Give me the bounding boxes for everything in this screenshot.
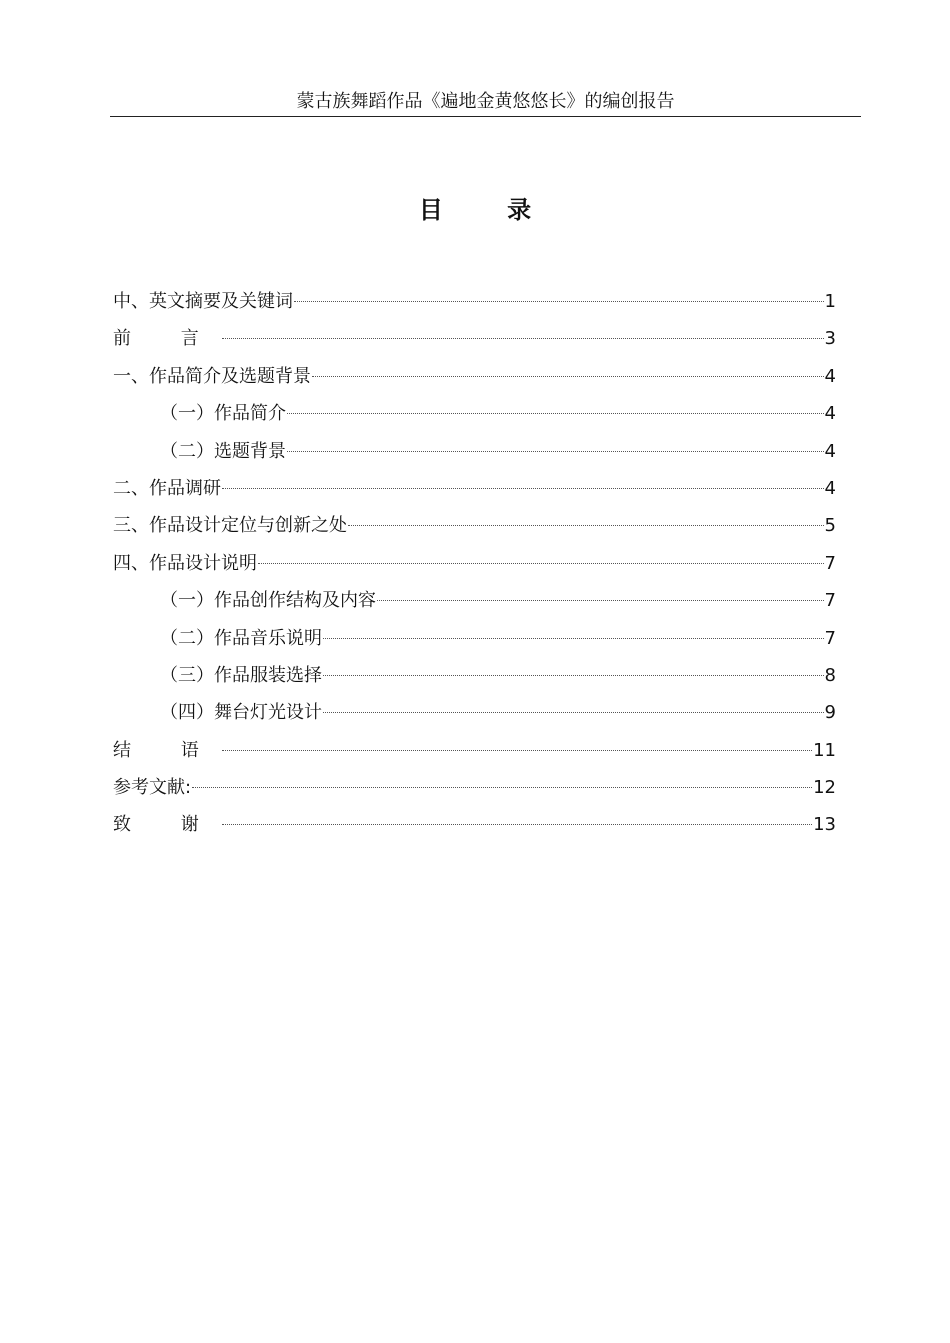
toc-entry-page: 4 bbox=[824, 440, 836, 462]
toc-entry-label: （一）作品创作结构及内容 bbox=[160, 590, 376, 612]
toc-entry-page: 8 bbox=[824, 664, 836, 686]
toc-entry[interactable] bbox=[113, 586, 836, 623]
toc-entry[interactable] bbox=[113, 736, 836, 773]
toc-entry[interactable] bbox=[113, 399, 836, 436]
toc-entry-page: 1 bbox=[824, 291, 836, 312]
toc-dot-leader bbox=[323, 675, 824, 676]
toc-entry[interactable] bbox=[113, 324, 836, 361]
toc-entry[interactable] bbox=[113, 698, 836, 735]
toc-entry[interactable] bbox=[113, 511, 836, 548]
toc-entry-page: 4 bbox=[824, 365, 836, 387]
toc-dot-leader bbox=[287, 451, 824, 452]
toc-entry[interactable] bbox=[113, 287, 836, 324]
toc-entry[interactable] bbox=[113, 474, 836, 511]
toc-entry-page: 9 bbox=[824, 702, 836, 724]
toc-dot-leader bbox=[287, 413, 824, 414]
toc-entry-page: 3 bbox=[824, 328, 836, 350]
toc-entry-page: 7 bbox=[824, 627, 836, 649]
toc-entry[interactable] bbox=[113, 549, 836, 586]
toc-dot-leader bbox=[294, 301, 824, 302]
toc-entry-page: 11 bbox=[813, 739, 836, 761]
toc-entry-label: 参考文献: bbox=[113, 777, 192, 799]
toc-entry-label: 三、作品设计定位与创新之处 bbox=[113, 515, 347, 537]
running-header bbox=[110, 88, 861, 117]
toc-list bbox=[113, 287, 836, 848]
toc-entry-label: 前 言 bbox=[113, 328, 221, 350]
toc-dot-leader bbox=[222, 824, 812, 825]
toc-dot-leader bbox=[258, 563, 824, 564]
toc-entry[interactable] bbox=[113, 661, 836, 698]
toc-entry[interactable] bbox=[113, 624, 836, 661]
toc-entry[interactable] bbox=[113, 773, 836, 810]
toc-dot-leader bbox=[222, 750, 812, 751]
toc-entry-label: 四、作品设计说明 bbox=[113, 552, 257, 574]
toc-entry-label: （二）选题背景 bbox=[160, 440, 286, 462]
toc-entry-page: 12 bbox=[813, 777, 836, 799]
toc-dot-leader bbox=[323, 712, 824, 713]
toc-entry-page: 13 bbox=[813, 814, 836, 836]
toc-entry[interactable] bbox=[113, 810, 836, 847]
toc-entry-page: 5 bbox=[824, 515, 836, 537]
running-header-title: 蒙古族舞蹈作品《遍地金黄悠悠长》的编创报告 bbox=[296, 91, 675, 112]
toc-entry-label: （三）作品服装选择 bbox=[160, 664, 322, 686]
toc-dot-leader bbox=[192, 787, 812, 788]
toc-entry-label: （二）作品音乐说明 bbox=[160, 627, 322, 649]
toc-entry-page: 7 bbox=[824, 590, 836, 612]
toc-entry-page: 4 bbox=[824, 403, 836, 425]
toc-entry[interactable] bbox=[113, 437, 836, 474]
toc-dot-leader bbox=[377, 600, 824, 601]
toc-entry-page: 7 bbox=[824, 552, 836, 574]
toc-dot-leader bbox=[312, 376, 824, 377]
toc-dot-leader bbox=[348, 525, 824, 526]
toc-entry-label: 一、作品简介及选题背景 bbox=[113, 365, 311, 387]
toc-title: 目 录 bbox=[418, 196, 560, 224]
toc-entry-page: 4 bbox=[824, 477, 836, 499]
toc-entry-label: 二、作品调研 bbox=[113, 477, 221, 499]
toc-dot-leader bbox=[323, 638, 824, 639]
toc-entry-label: （四）舞台灯光设计 bbox=[160, 702, 322, 724]
toc-entry-label: 致 谢 bbox=[113, 814, 221, 836]
toc-dot-leader bbox=[222, 488, 824, 489]
toc-dot-leader bbox=[222, 338, 824, 339]
toc-entry-label: 结 语 bbox=[113, 739, 221, 761]
toc-entry-label: 中、英文摘要及关键词 bbox=[113, 291, 293, 312]
toc-entry[interactable] bbox=[113, 362, 836, 399]
toc-entry-label: （一）作品简介 bbox=[160, 403, 286, 425]
